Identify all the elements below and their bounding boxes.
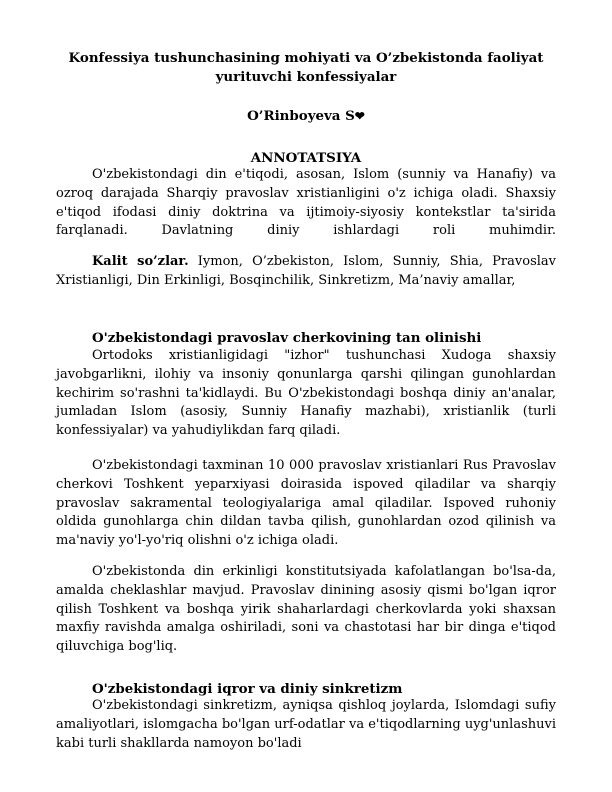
keywords-text: Iymon, O’zbekiston, Islom, Sunniy, Shia, Pravoslav Xristianligi, Din Erkinligi, Bosqinchilik, Sinkretizm, Ma’naviy amallar, [56,254,556,288]
heart-icon: ❤ [354,109,365,123]
keywords-paragraph [56,253,556,291]
section1-paragraph-1: Ortodoks xristianligidagi "izhor" tushunchasi Xudoga shaxsiy javobgarlikni, ilohiy va insoniy qonunlarga qarshi qilingan gunohlardan kechirim so'rashni ta'kidlaydi. Bu O'zbekistondagi boshqa diniy an'analar, jumladan Islom (asosiy, Sunniy Hanafiy mazhabi), xristianlik (turli konfessiyalar) va yahudiylikdan farq qiladi. [56,348,556,439]
document-title: Konfessiya tushunchasining mohiyati va O’zbekistonda faoliyat yurituvchi konfessiyalar [68,50,544,85]
keywords-label: Kalit so’zlar. [92,254,189,269]
abstract-heading: ANNOTATSIYA [250,150,362,166]
author-line [56,107,556,126]
author-name: O’Rinboyeva S [247,108,355,124]
section-heading-syncretism: O'zbekistondagi iqror va diniy sinkretizm [92,681,403,697]
section-heading-orthodox-church: O'zbekistondagi pravoslav cherkovining tan olinishi [92,330,482,346]
section1-paragraph-3: O'zbekistonda din erkinligi konstitutsiyada kafolatlangan bo'lsa-da, amalda cheklashlar mavjud. Pravoslav dinining asosiy qismi bo'lgan iqror qilish Toshkent va boshqa yirik shaharlardagi cherkovlarda yoki shaxsan maxfiy ravishda amalga oshiriladi, soni va chastotasi har bir dinga e'tiqod qiluvchiga bog'liq. [56,564,556,655]
abstract-paragraph: O'zbekistondagi din e'tiqodi, asosan, Islom (sunniy va Hanafiy) va ozroq darajada Sharqiy pravoslav xristianligini o'z ichiga oladi. Shaxsiy e'tiqod ifodasi diniy doktrina va ijtimoiy-siyosiy kontekstlar ta'sirida farqlanadi. Davlatning diniy ishlardagi roli muhimdir. [56,167,556,239]
section2-paragraph-1: O'zbekistondagi sinkretizm, ayniqsa qishloq joylarda, Islomdagi sufiy amaliyotlari, islomgacha bo'lgan urf-odatlar va e'tiqodlarning uyg'unlashuvi kabi turli shakllarda namoyon bo'ladi [56,698,557,751]
section1-paragraph-2: O'zbekistondagi taxminan 10 000 pravoslav xristianlari Rus Pravoslav cherkovi Toshkent yeparxiyasi doirasida ispoved qiladilar va sharqiy pravoslav sakramental teologiyalariga amal qiladilar. Ispoved ruhoniy oldida gunohlarga chin dildan tavba qilish, gunohlardan ozod qilinish va ma'naviy yo'l-yo'riq olishni o'z ichiga oladi. [56,458,556,549]
